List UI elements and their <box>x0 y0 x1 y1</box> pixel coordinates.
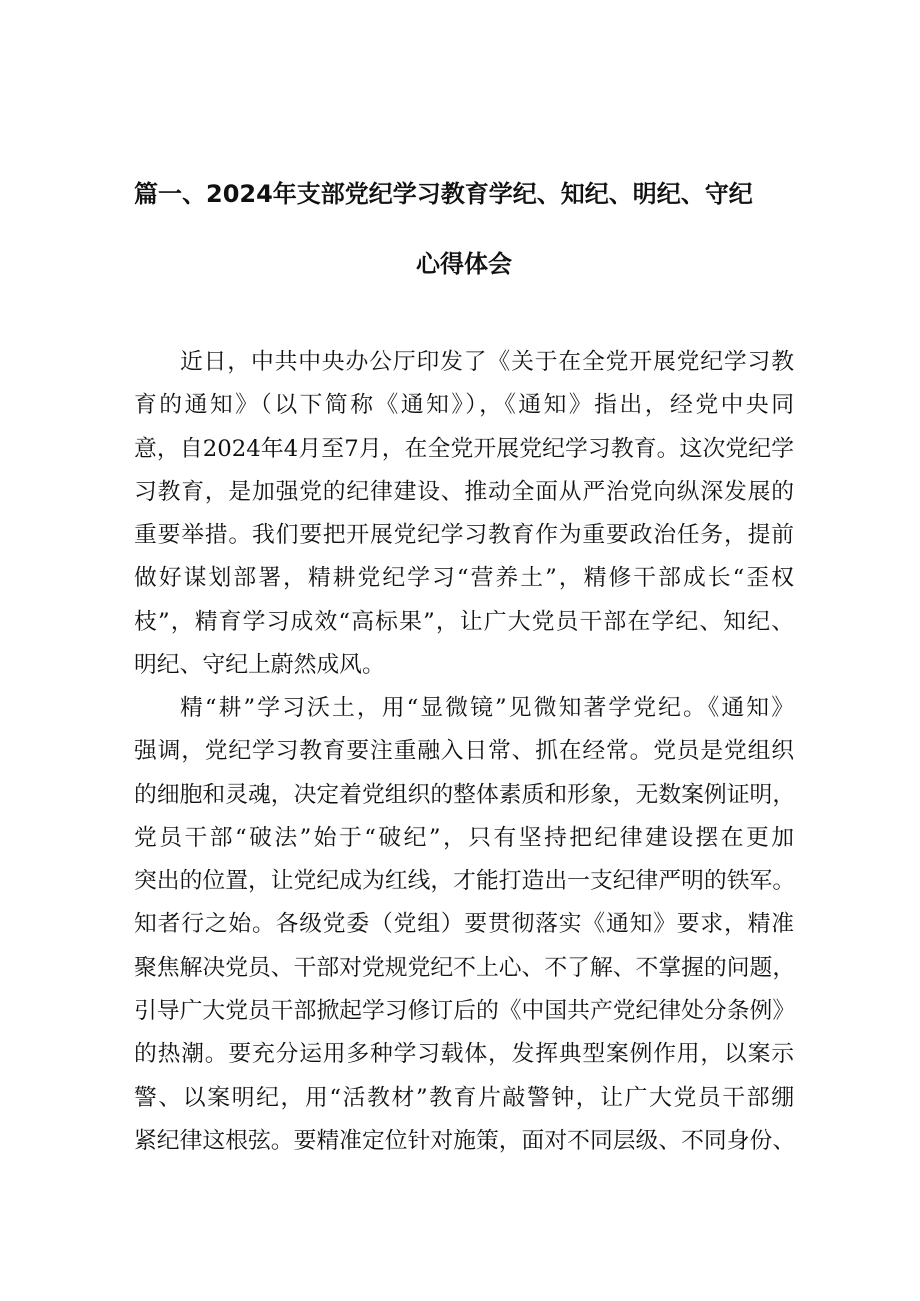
paragraph-line: 紧纪律这根弦。要精准定位针对施策，面对不同层级、不同身份、 <box>134 1127 796 1154</box>
paragraph-line: 的细胞和灵魂，决定着党组织的整体素质和形象，无数案例证明， <box>134 781 796 808</box>
paragraph-line: 知者行之始。各级党委（党组）要贯彻落实《通知》要求，精准 <box>134 911 794 938</box>
paragraph-line: 意，自2024年4月至7月，在全党开展党纪学习教育。这次党纪学 <box>134 435 794 462</box>
paragraph-line: 做好谋划部署，精耕党纪学习“营养土”，精修干部成长“歪权 <box>134 565 794 592</box>
paragraph-line: 警、以案明纪，用“活教材”教育片敲警钟，让广大党员干部绷 <box>134 1084 794 1111</box>
paragraph-1 <box>134 341 794 687</box>
paragraph-line: 明纪、守纪上蔚然成风。 <box>134 652 385 679</box>
paragraph-line: 聚焦解决党员、干部对党规党纪不上心、不了解、不掌握的问题， <box>134 954 796 981</box>
document-title-line-1: 篇一、2024年支部党纪学习教育学纪、知纪、明纪、守纪 <box>134 180 753 208</box>
paragraph-line: 枝”，精育学习成效“高标果”，让广大党员干部在学纪、知纪、 <box>134 608 794 635</box>
paragraph-line: 引导广大党员干部掀起学习修订后的《中国共产党纪律处分条例》 <box>134 998 796 1025</box>
paragraph-line: 的热潮。要充分运用多种学习载体，发挥典型案例作用，以案示 <box>134 1041 794 1068</box>
paragraph-2 <box>134 687 794 1163</box>
paragraph-line: 强调，党纪学习教育要注重融入日常、抓在经常。党员是党组织 <box>134 738 794 765</box>
paragraph-line: 突出的位置，让党纪成为红线，才能打造出一支纪律严明的铁军。 <box>134 868 796 895</box>
paragraph-line: 近日，中共中央办公厅印发了《关于在全党开展党纪学习教 <box>180 349 794 375</box>
paragraph-line: 重要举措。我们要把开展党纪学习教育作为重要政治任务，提前 <box>134 522 794 549</box>
paragraph-line: 精“耕”学习沃土，用“显微镜”见微知著学党纪。《通知》 <box>180 695 794 721</box>
paragraph-line: 党员干部“破法”始于“破纪”，只有坚持把纪律建设摆在更加 <box>134 824 794 851</box>
paragraph-line: 育的通知》（以下简称《通知》），《通知》指出，经党中央同 <box>134 392 794 419</box>
paragraph-line: 习教育，是加强党的纪律建设、推动全面从严治党向纵深发展的 <box>134 478 794 505</box>
document-title-line-2: 心得体会 <box>416 250 512 278</box>
